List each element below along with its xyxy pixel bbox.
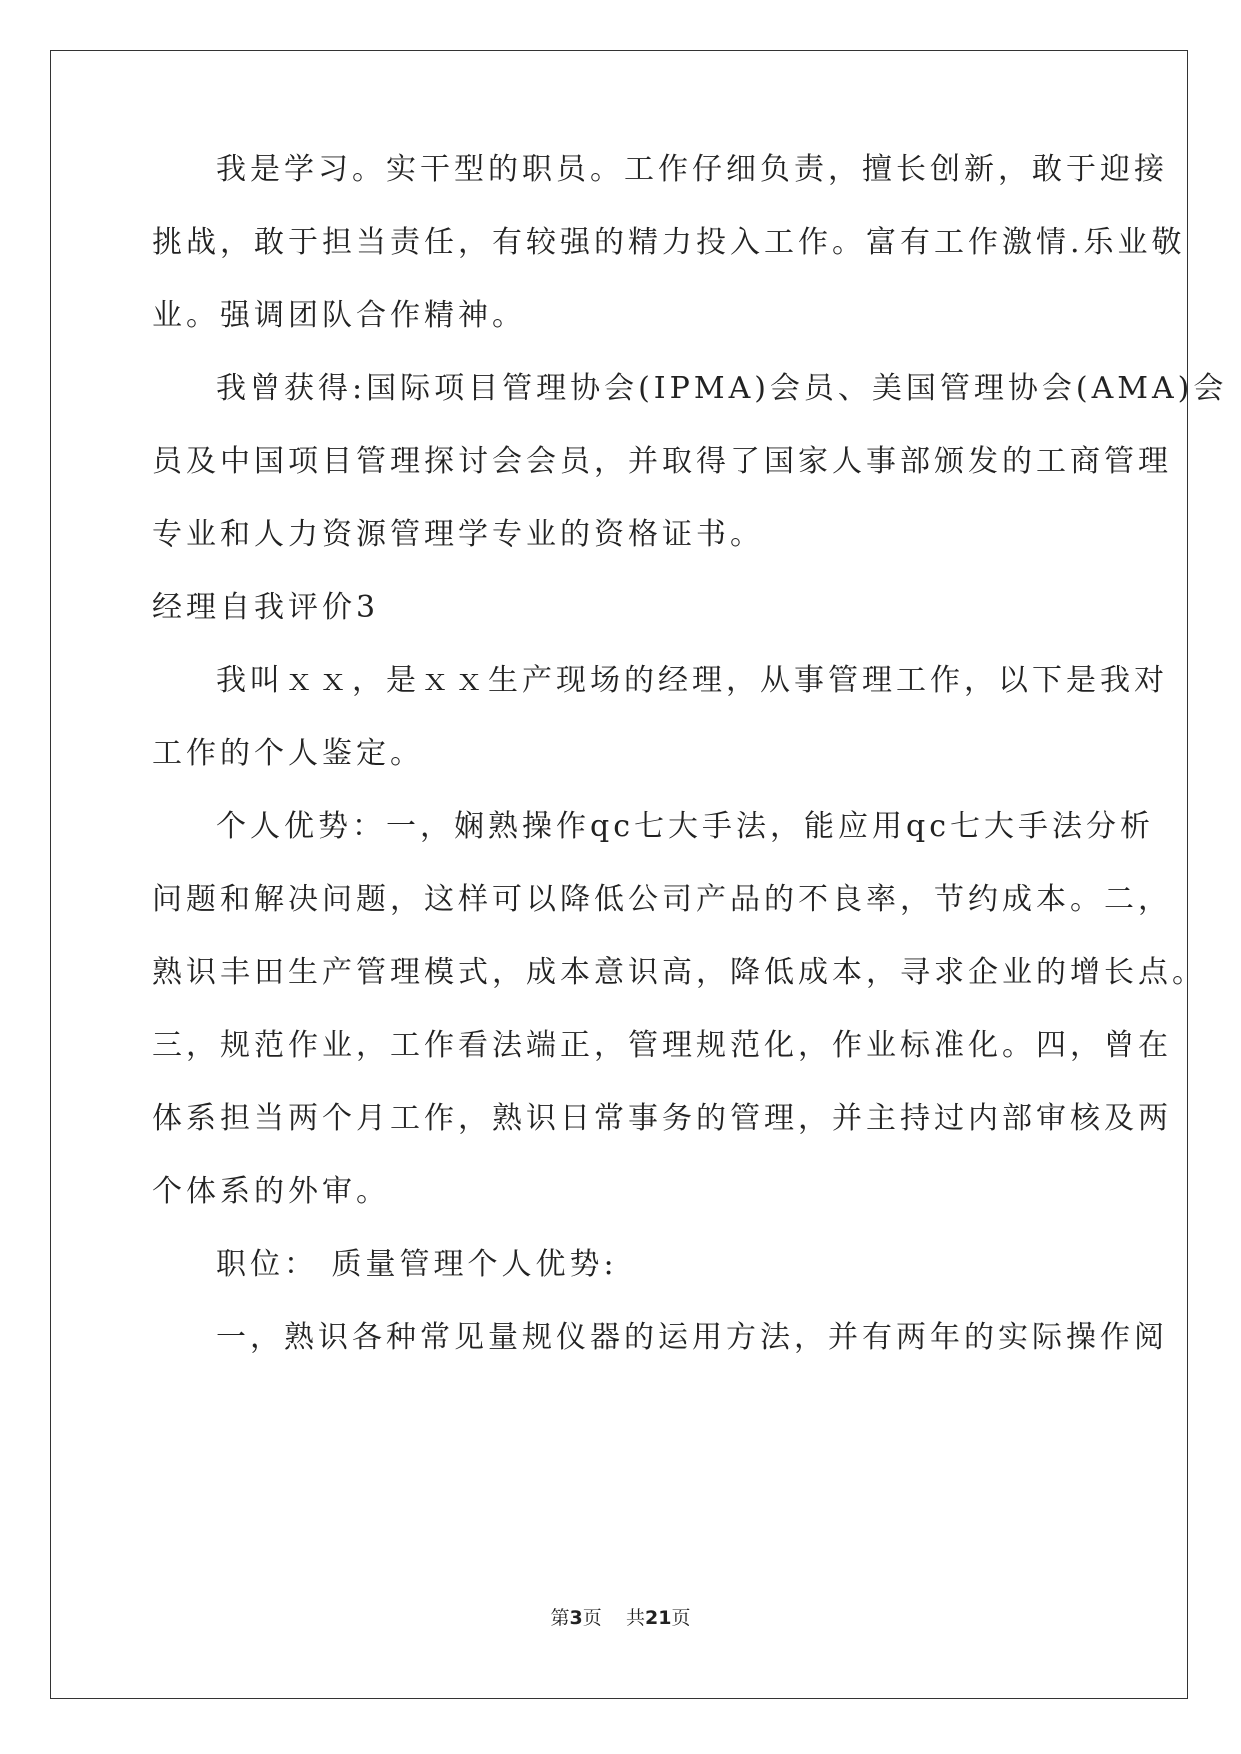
footer-total-pages: 21: [644, 1607, 672, 1629]
text-line-6: 专业和人力资源管理学专业的资格证书。: [152, 517, 764, 552]
text-line-15: 个体系的外审。: [152, 1174, 390, 1209]
text-line-5: 员及中国项目管理探讨会会员，并取得了国家人事部颁发的工商管理: [152, 444, 1172, 479]
footer-page-number: 3: [569, 1607, 583, 1629]
text-line-10: 个人优势：一，娴熟操作qc七大手法，能应用qc七大手法分析: [216, 809, 1155, 844]
text-line-8: 我叫ｘｘ，是ｘｘ生产现场的经理，从事管理工作，以下是我对: [216, 663, 1168, 698]
text-line-11: 问题和解决问题，这样可以降低公司产品的不良率，节约成本。二，: [152, 882, 1172, 917]
text-line-2: 挑战，敢于担当责任，有较强的精力投入工作。富有工作激情.乐业敬: [152, 225, 1186, 260]
section-heading: 经理自我评价3: [152, 590, 380, 625]
text-line-16: 职位： 质量管理个人优势:: [216, 1247, 618, 1282]
text-line-4: 我曾获得:国际项目管理协会(IPMA)会员、美国管理协会(AMA)会: [216, 371, 1228, 406]
footer-total-suffix: 页: [671, 1607, 691, 1629]
text-line-12: 熟识丰田生产管理模式，成本意识高，降低成本，寻求企业的增长点。: [152, 955, 1206, 990]
footer-page-suffix: 页: [582, 1607, 602, 1629]
footer-total-prefix: 共: [625, 1607, 645, 1629]
text-line-3: 业。强调团队合作精神。: [152, 298, 526, 333]
page-footer: [0, 1606, 1241, 1630]
text-line-14: 体系担当两个月工作，熟识日常事务的管理，并主持过内部审核及两: [152, 1101, 1172, 1136]
text-line-13: 三，规范作业，工作看法端正，管理规范化，作业标准化。四，曾在: [152, 1028, 1172, 1063]
text-line-17: 一，熟识各种常见量规仪器的运用方法，并有两年的实际操作阅: [216, 1320, 1168, 1355]
text-line-1: 我是学习。实干型的职员。工作仔细负责，擅长创新，敢于迎接: [216, 152, 1168, 187]
text-line-9: 工作的个人鉴定。: [152, 736, 424, 771]
footer-prefix: 第: [550, 1607, 570, 1629]
